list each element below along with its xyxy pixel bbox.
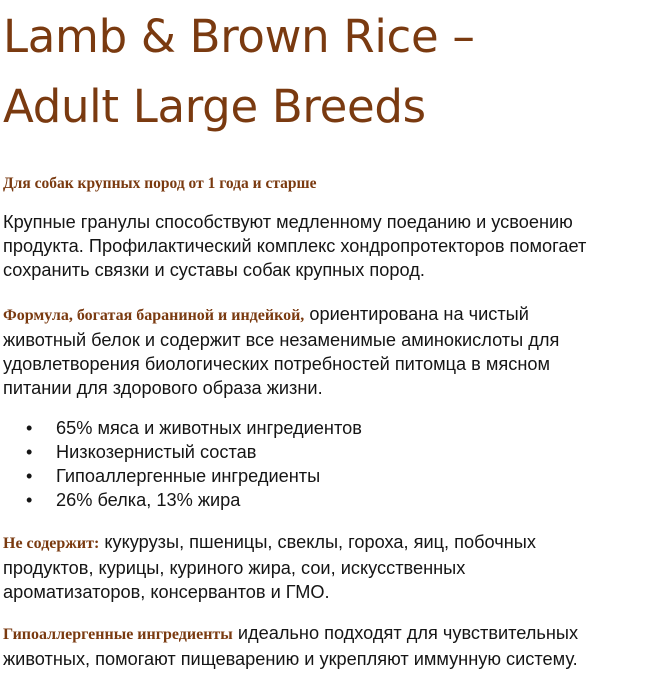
list-item xyxy=(0,440,362,464)
feature-text: 65% мяса и животных ингредиентов xyxy=(56,418,362,438)
list-item xyxy=(0,416,362,440)
hypoallergenic-line-2: животных, помогают пищеварению и укрепляют иммунную систему. xyxy=(3,649,578,669)
feature-text: Гипоаллергенные ингредиенты xyxy=(56,466,321,486)
intro-line-3: сохранить связки и суставы собак крупных пород. xyxy=(3,260,425,280)
bullet-icon: • xyxy=(26,490,33,510)
formula-line-3: удовлетворения биологических потребностей питомца в мясном xyxy=(3,354,550,374)
free-from-line-2: продуктов, курицы, куриного жира, сои, искусственных xyxy=(3,558,466,578)
formula-line-2: животный белок и содержит все незаменимые аминокислоты для xyxy=(3,330,560,350)
free-from-line-1: кукурузы, пшеницы, свеклы, гороха, яиц, побочных xyxy=(99,532,536,552)
free-from-paragraph xyxy=(3,530,663,604)
feature-text: 26% белка, 13% жира xyxy=(56,490,241,510)
hypoallergenic-lead: Гипоаллергенные ингредиенты xyxy=(3,626,233,643)
formula-line-1: ориентирована на чистый xyxy=(304,304,529,324)
bullet-icon: • xyxy=(26,466,33,486)
formula-paragraph xyxy=(3,302,663,400)
bullet-icon: • xyxy=(26,418,33,438)
feature-text: Низкозернистый состав xyxy=(56,442,257,462)
free-from-lead: Не содержит: xyxy=(3,535,100,552)
formula-lead: Формула, богатая бараниной и индейкой, xyxy=(3,307,305,324)
intro-paragraph xyxy=(3,210,663,282)
free-from-line-3: ароматизаторов, консервантов и ГМО. xyxy=(3,582,330,602)
formula-line-4: питании для здорового образа жизни. xyxy=(3,378,323,398)
hypoallergenic-line-1: идеально подходят для чувствительных xyxy=(232,623,579,643)
list-item xyxy=(0,464,362,488)
title-line-1: Lamb & Brown Rice – xyxy=(3,10,475,63)
intro-line-2: продукта. Профилактический комплекс хондропротекторов помогает xyxy=(3,236,587,256)
target-audience-subtitle: Для собак крупных пород от 1 года и старше xyxy=(3,175,317,192)
list-item xyxy=(0,488,362,512)
product-title xyxy=(3,2,663,142)
bullet-icon: • xyxy=(26,442,33,462)
title-line-2: Adult Large Breeds xyxy=(3,80,426,133)
intro-line-1: Крупные гранулы способствуют медленному поеданию и усвоению xyxy=(3,212,573,232)
features-list xyxy=(0,416,362,512)
hypoallergenic-paragraph xyxy=(3,621,663,671)
